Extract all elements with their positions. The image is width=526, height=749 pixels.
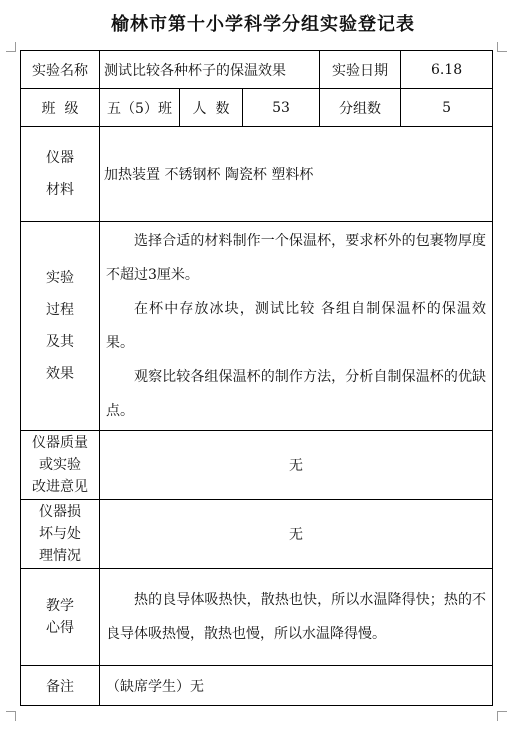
process-paragraph: 在杯中存放冰块，测试比较 各组自制保温杯的保温效果。 (106, 301, 487, 351)
damage-label-line: 仪器损 (39, 504, 81, 520)
process-value (100, 222, 493, 431)
remarks-label: 备注 (21, 666, 100, 706)
page-corner-mark (6, 42, 16, 52)
damage-label-line: 坏与处 (39, 526, 81, 542)
group-count-label: 分组数 (320, 89, 401, 127)
remarks-value: （缺席学生）无 (100, 666, 493, 706)
quality-label-line: 改进意见 (32, 479, 88, 495)
process-label-line: 实验 (46, 270, 74, 286)
equipment-label-line: 仪器 (46, 150, 74, 166)
equipment-value: 加热装置 不锈钢杯 陶瓷杯 塑料杯 (100, 127, 493, 222)
teaching-value (100, 569, 493, 666)
experiment-name-label: 实验名称 (21, 51, 100, 89)
row-experiment-name (21, 51, 493, 89)
teaching-label-line: 教学 (46, 598, 74, 614)
document-title: 榆林市第十小学科学分组实验登记表 (111, 14, 415, 35)
process-paragraph: 选择合适的材料制作一个保温杯，要求杯外的包裹物厚度不超过3厘米。 (106, 233, 487, 283)
experiment-date-value: 6.18 (401, 51, 493, 89)
damage-label (21, 500, 100, 569)
row-quality (21, 431, 493, 500)
quality-value: 无 (100, 431, 493, 500)
teaching-paragraph: 热的良导体吸热快，散热也快，所以水温降得快；热的不良导体吸热慢，散热也慢，所以水温降得慢。 (106, 592, 487, 642)
page-corner-mark (6, 711, 16, 721)
row-class-info (21, 89, 493, 127)
process-paragraph: 观察比较各组保温杯的制作方法，分析自制保温杯的优缺点。 (106, 369, 487, 419)
damage-label-line: 理情况 (39, 548, 81, 564)
student-count-label: 人 数 (180, 89, 243, 127)
damage-value: 无 (100, 500, 493, 569)
page-corner-mark (497, 711, 507, 721)
process-label-line: 效果 (46, 366, 74, 382)
row-process (21, 222, 493, 431)
equipment-label (21, 127, 100, 222)
row-remarks (21, 666, 493, 706)
quality-label-line: 仪器质量 (32, 435, 88, 451)
experiment-log-table (20, 50, 493, 706)
equipment-label-line: 材料 (46, 182, 74, 198)
process-label-line: 过程 (46, 302, 74, 318)
experiment-name-value: 测试比较各种杯子的保温效果 (100, 51, 320, 89)
group-count-value: 5 (401, 89, 493, 127)
page-corner-mark (497, 42, 507, 52)
row-damage (21, 500, 493, 569)
process-label (21, 222, 100, 431)
student-count-value: 53 (243, 89, 320, 127)
teaching-label-line: 心得 (46, 620, 74, 636)
row-teaching (21, 569, 493, 666)
quality-label-line: 或实验 (39, 457, 81, 473)
teaching-label (21, 569, 100, 666)
row-equipment (21, 127, 493, 222)
class-label: 班 级 (21, 89, 100, 127)
quality-label (21, 431, 100, 500)
experiment-date-label: 实验日期 (320, 51, 401, 89)
process-label-line: 及其 (46, 334, 74, 350)
class-value: 五（5）班 (100, 89, 180, 127)
